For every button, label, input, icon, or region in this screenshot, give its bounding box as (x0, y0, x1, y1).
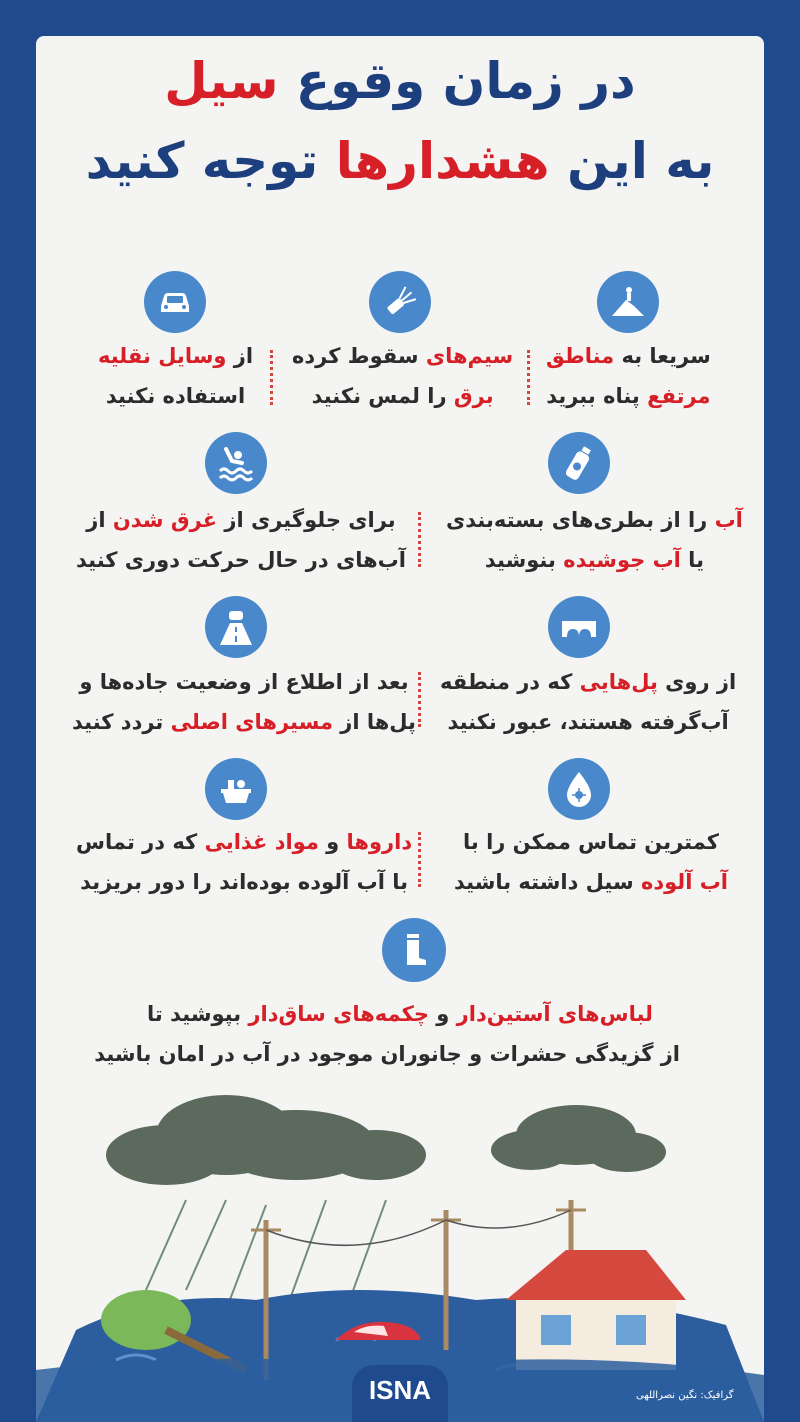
divider-dots (418, 512, 421, 567)
tip-high-ground: سریعا به مناطق مرتفع پناه ببرید (546, 344, 711, 408)
flooded-house (506, 1250, 686, 1370)
drowning-person-icon (205, 432, 267, 494)
title-highlight-flood: سیل (164, 52, 279, 110)
title-text: توجه کنید (85, 132, 319, 190)
divider-dots (270, 350, 273, 405)
title-line-2 (0, 132, 800, 190)
tip-power-lines: سیم‌های سقوط کرده برق را لمس نکنید (292, 344, 514, 408)
title-highlight-warnings: هشدارها (335, 132, 550, 190)
water-drop-virus-icon (548, 758, 610, 820)
title-text: در زمان وقوع (295, 52, 636, 110)
graphic-credit: گرافیک: نگین نصراللهی (636, 1390, 734, 1401)
tip-roads: بعد از اطلاع از وضعیت جاده‌ها و پل‌ها از مسیرهای اصلی تردد کنید (72, 670, 416, 734)
food-basket-icon (205, 758, 267, 820)
tip-vehicles: از وسایل نقلیه استفاده نکنید (98, 344, 254, 408)
tip-bridges: از روی پل‌هایی که در منطقه آب‌گرفته هستند، عبور نکنید (440, 670, 737, 734)
divider-dots (418, 672, 421, 727)
storm-cloud-left (106, 1095, 426, 1185)
tip-drowning: برای جلوگیری از غرق شدن از آب‌های در حال حرکت دوری کنید (76, 508, 406, 572)
title-line-1 (0, 52, 800, 110)
title-text: به این (566, 132, 715, 190)
rubber-boot-icon (382, 918, 446, 982)
cut-cable-icon (369, 271, 431, 333)
road-car-icon (205, 596, 267, 658)
water-bottle-icon (548, 432, 610, 494)
tip-bottled-water: آب را از بطری‌های بسته‌بندی یا آب جوشیده بنوشید (446, 508, 743, 572)
tip-food-medicine: داروها و مواد غذایی که در تماس با آب آلوده بوده‌اند را دور بریزید (76, 830, 413, 894)
car-icon (144, 271, 206, 333)
divider-dots (418, 832, 421, 887)
divider-dots (527, 350, 530, 405)
tip-contaminated-water: کمترین تماس ممکن را با آب آلوده سیل داشته باشید (454, 830, 729, 894)
bridge-icon (548, 596, 610, 658)
storm-cloud-right (491, 1105, 666, 1172)
isna-logo: ISNA (352, 1365, 448, 1422)
person-on-hill-icon (597, 271, 659, 333)
tip-boots: لباس‌های آستین‌دار و چکمه‌های ساق‌دار بپوشید تا از گزیدگی حشرات و جانوران موجود در آب در امان باشید (94, 1002, 680, 1066)
